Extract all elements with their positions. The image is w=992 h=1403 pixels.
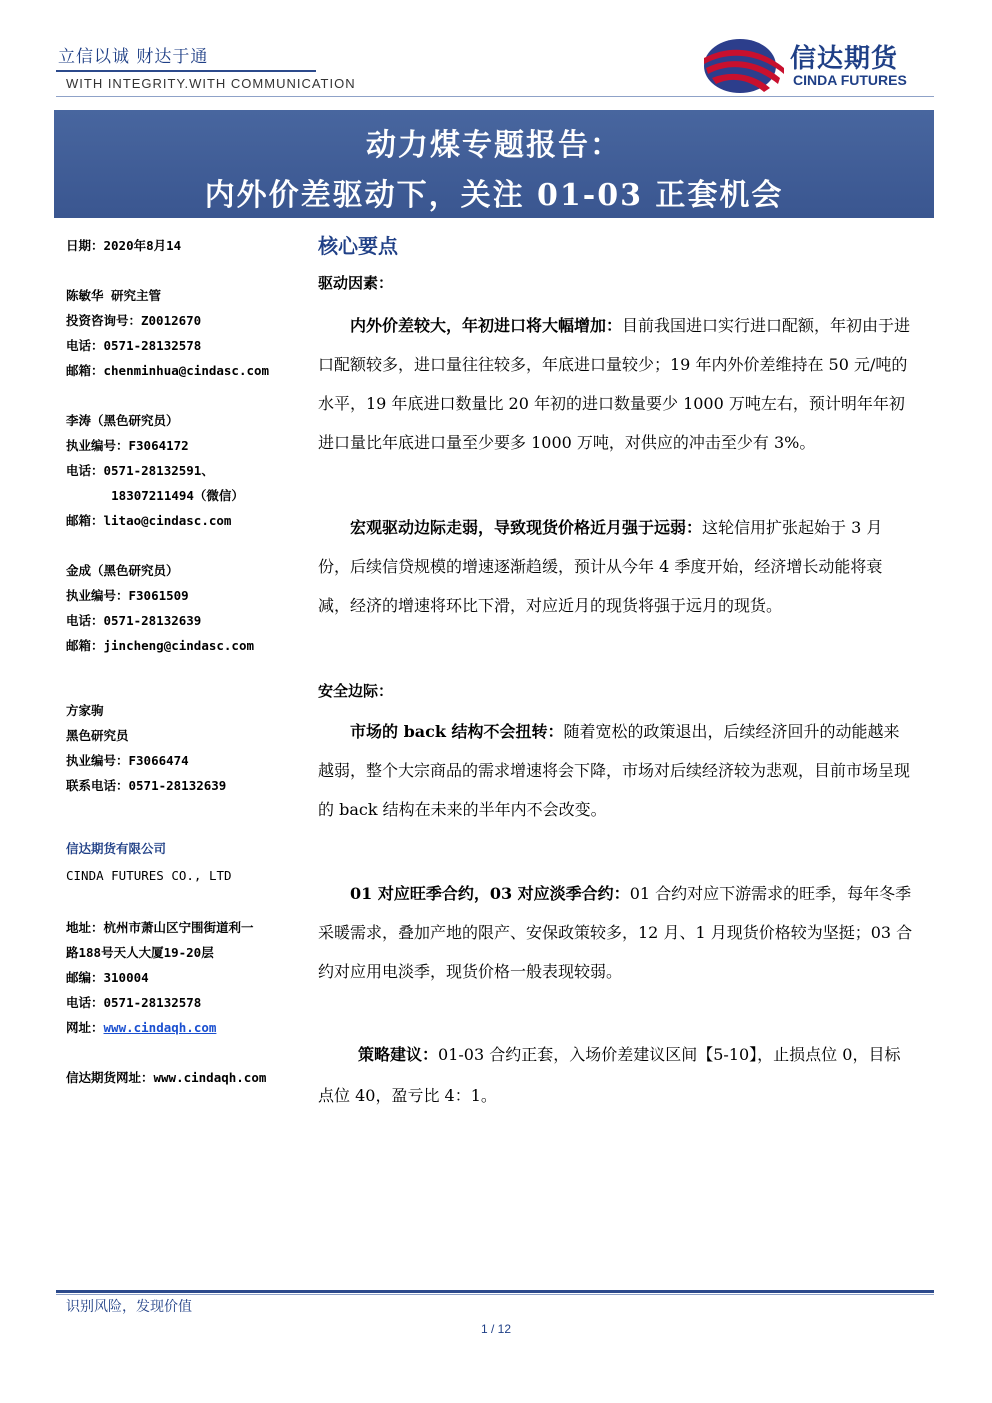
paragraph-text: 随着宽松的政策退出，后续经济回升的动能越来越弱，整个大宗商品的需求增速将会下降，市场对后续经济较为悲观，目前市场呈现的 back 结构在未来的半年内不会改变。 [318, 722, 911, 819]
cinda-logo-icon [700, 34, 786, 96]
analyst-detail: 邮箱：litao@cindasc.com [66, 513, 232, 528]
drivers-heading: 驱动因素： [318, 274, 394, 292]
company-phone: 电话：0571-28132578 [66, 995, 202, 1010]
strategy-text: 01-03 合约正套，入场价差建议区间【5-10】，止损点位 0，目标点位 40，盈亏比 4：1。 [318, 1045, 901, 1105]
paragraph-macro-driver [318, 508, 914, 625]
analyst-name: 方家驹 [66, 703, 104, 718]
paragraph-text: 这轮信用扩张起始于 3 月份，后续信贷规模的增速逐渐趋缓，预计从今年 4 季度开始，经济增长动能将衰减，经济的增速将环比下滑，对应近月的现货将强于远月的现货。 [318, 518, 883, 615]
page-header [0, 0, 992, 110]
analyst-detail: 执业编号：F3064172 [66, 438, 189, 453]
paragraph-lead: 宏观驱动边际走弱，导致现货价格近月强于远弱： [350, 518, 703, 537]
logo-text-en: CINDA FUTURES [793, 72, 907, 88]
report-date: 日期：2020年8月14 [66, 238, 182, 253]
analyst-detail: 邮箱：jincheng@cindasc.com [66, 638, 255, 653]
analyst-detail: 电话：0571-28132578 [66, 338, 202, 353]
analyst-detail: 电话：0571-28132591、 [66, 463, 214, 478]
paragraph-lead: 01 对应旺季合约，03 对应淡季合约： [350, 884, 630, 903]
analyst-detail: 电话：0571-28132639 [66, 613, 202, 628]
analyst-name: 李涛（黑色研究员） [66, 413, 179, 428]
analyst-detail: 执业编号：F3061509 [66, 588, 189, 603]
paragraph-back-structure [318, 712, 914, 829]
safety-margin-heading: 安全边际： [318, 682, 394, 700]
core-points-heading: 核心要点 [318, 234, 398, 258]
cinda-logo [700, 34, 940, 96]
report-title-line2: 内外价差驱动下，关注 01-03 正套机会 [204, 178, 784, 213]
report-title-line1: 动力煤专题报告： [366, 128, 622, 163]
paragraph-lead: 内外价差较大，年初进口将大幅增加： [350, 316, 623, 335]
company-address: 路188号天人大厦19-20层 [66, 945, 214, 960]
footer-rule [56, 1290, 934, 1293]
analyst-name: 金成（黑色研究员） [66, 563, 179, 578]
page-number: 1 / 12 [480, 1322, 512, 1336]
title-banner [54, 110, 934, 218]
paragraph-contract-season [318, 874, 914, 991]
slogan-cn: 立信以诚 财达于通 [58, 47, 209, 67]
strategy-lead: 策略建议： [358, 1045, 439, 1064]
analyst-detail: 投资咨询号：Z0012670 [66, 313, 202, 328]
website-link[interactable]: www.cindaqh.com [103, 1020, 217, 1035]
analyst-name: 陈敏华 研究主管 [66, 288, 162, 303]
header-divider [56, 96, 934, 97]
company-name-en: CINDA FUTURES CO., LTD [66, 868, 232, 883]
analyst-detail: 邮箱：chenminhua@cindasc.com [66, 363, 270, 378]
paragraph-lead: 市场的 back 结构不会扭转： [350, 722, 564, 741]
paragraph-text: 目前我国进口实行进口配额，年初由于进口配额较多，进口量往往较多，年底进口量较少；19 年内外价差维持在 50 元/吨的水平，19 年底进口数量比 20 年初的进口数量要少 1000 万吨左右，预计明年年初进口量比年底进口量至少要多 1000 万吨，对供应的冲击至少有 3%。 [318, 316, 911, 452]
paragraph-text: 01 合约对应下游需求的旺季，每年冬季采暖需求，叠加产地的限产、安保政策较多，12 月、1 月现货价格较为坚挺；03 合约对应用电淡季，现货价格一般表现较弱。 [318, 884, 913, 981]
company-name-cn: 信达期货有限公司 [66, 841, 167, 856]
company-postcode: 邮编：310004 [66, 970, 149, 985]
company-address: 地址：杭州市萧山区宁围街道利一 [66, 920, 254, 935]
analyst-detail: 黑色研究员 [66, 728, 129, 743]
header-rule [56, 70, 316, 72]
cinda-site-line: 信达期货网址：www.cindaqh.com [66, 1070, 267, 1085]
footer-divider [56, 1294, 934, 1295]
paragraph-strategy [318, 1034, 914, 1116]
analyst-detail: 执业编号：F3066474 [66, 753, 189, 768]
logo-text-cn: 信达期货 [790, 44, 899, 74]
slogan-en: WITH INTEGRITY.WITH COMMUNICATION [66, 76, 356, 91]
footer-slogan: 识别风险，发现价值 [66, 1299, 192, 1315]
paragraph-import-spread [318, 306, 914, 462]
website-label: 网址： [66, 1020, 104, 1035]
company-website [66, 1018, 216, 1036]
analyst-detail: 联系电话：0571-28132639 [66, 778, 227, 793]
analyst-detail: 18307211494（微信） [66, 488, 244, 503]
